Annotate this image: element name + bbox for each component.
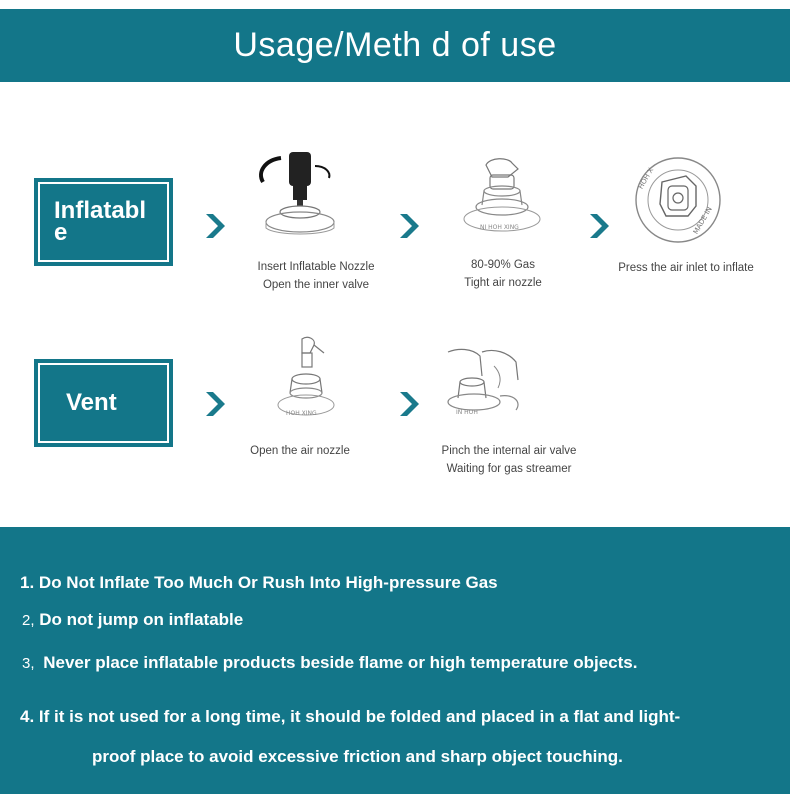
vent-label: Vent <box>38 363 169 443</box>
note-text: If it is not used for a long time, it should be folded and placed in a flat and light- <box>38 707 681 726</box>
svg-text:HOH X: HOH X <box>636 166 656 191</box>
caption-line: 80-90% Gas <box>471 259 535 271</box>
vent-step-2-caption <box>430 442 588 478</box>
note-2 <box>22 610 243 630</box>
caption-line: Press the air inlet to inflate <box>618 262 754 274</box>
chevron-right-icon <box>588 213 610 239</box>
inflate-step-1-caption <box>240 258 392 294</box>
valve-nozzle-illustration <box>458 155 550 241</box>
svg-text:HOH XING: HOH XING <box>286 410 317 417</box>
chevron-right-icon <box>204 213 226 239</box>
caption-line: Open the air nozzle <box>250 445 350 457</box>
note-4-continued <box>92 747 623 767</box>
chevron-right-icon <box>204 391 226 417</box>
valve-open-illustration <box>272 335 338 421</box>
note-number: 1. <box>20 573 35 592</box>
usage-notes-section <box>0 527 790 794</box>
note-text: Do Not Inflate Too Much Or Rush Into High-pressure Gas <box>38 573 498 592</box>
valve-top-illustration <box>632 156 728 246</box>
valve-pump-illustration <box>255 152 345 238</box>
caption-line: Pinch the internal air valve <box>441 445 577 457</box>
note-text: Do not jump on inflatable <box>39 610 244 629</box>
caption-line: Insert Inflatable Nozzle <box>257 261 375 273</box>
note-3 <box>22 653 637 673</box>
valve-pinch-illustration <box>438 346 528 426</box>
note-number: 3, <box>22 655 35 672</box>
svg-text:MADE IN: MADE IN <box>691 205 714 236</box>
svg-text:NI HOH XING: NI HOH XING <box>480 224 519 231</box>
note-1 <box>20 573 498 593</box>
note-number: 4. <box>20 707 35 726</box>
note-number: 2, <box>22 612 35 629</box>
page-header <box>0 9 790 82</box>
caption-line: Tight air nozzle <box>464 277 542 289</box>
note-text: proof place to avoid excessive friction and sharp object touching. <box>92 747 623 766</box>
vent-label-box <box>34 359 173 447</box>
note-4 <box>20 707 680 727</box>
vent-step-1-caption <box>232 442 368 460</box>
chevron-right-icon <box>398 213 420 239</box>
inflatable-label: Inflatable <box>38 182 169 262</box>
svg-text:IN HOH: IN HOH <box>456 409 478 416</box>
inflatable-label-box <box>34 178 173 266</box>
note-text: Never place inflatable products beside flame or high temperature objects. <box>43 653 638 672</box>
inflate-step-3-caption <box>604 259 768 277</box>
page-title: Usage/Meth d of use <box>233 26 557 64</box>
caption-line: Open the inner valve <box>262 279 370 291</box>
inflate-step-2-caption <box>430 256 576 292</box>
caption-line: Waiting for gas streamer <box>446 463 572 475</box>
chevron-right-icon <box>398 391 420 417</box>
